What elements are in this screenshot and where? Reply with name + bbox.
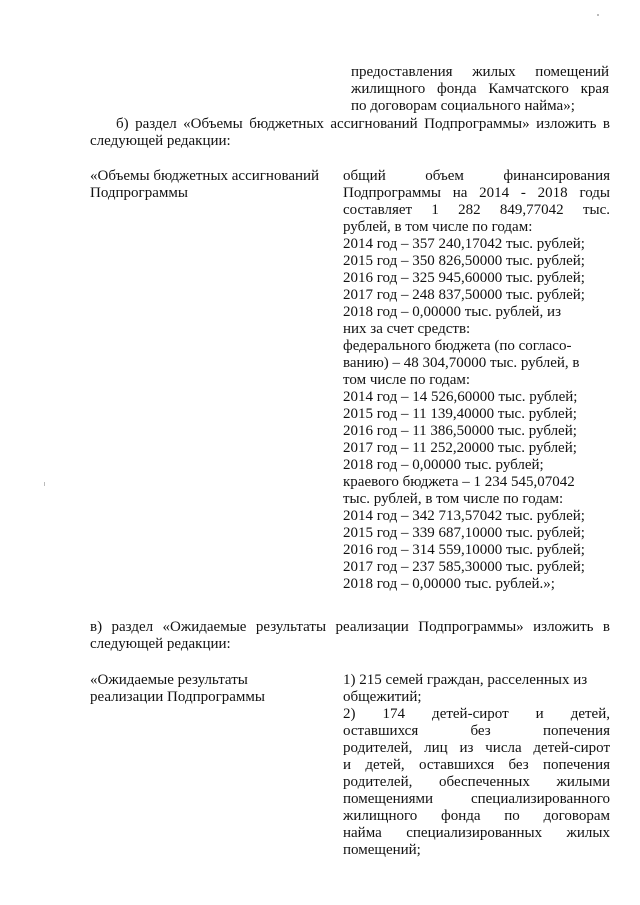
continuation-line: жилищного фонда Камчатского края bbox=[351, 81, 609, 97]
budget-line: 2018 год – 0,00000 тыс. рублей, из bbox=[343, 304, 562, 320]
result-line: помещений; bbox=[343, 842, 421, 858]
budget-line: 2015 год – 339 687,10000 тыс. рублей; bbox=[343, 525, 585, 541]
result-line: помещениями специализированного bbox=[343, 791, 610, 807]
budget-line: ванию) – 48 304,70000 тыс. рублей, в bbox=[343, 355, 580, 371]
section-v-label-line: реализации Подпрограммы bbox=[90, 689, 265, 705]
section-b-intro-line: б) раздел «Объемы бюджетных ассигнований Подпрограммы» изложить в bbox=[116, 116, 610, 132]
result-line: родителей, обеспеченных жилыми bbox=[343, 774, 610, 790]
result-line: родителей, лиц из числа детей-сирот bbox=[343, 740, 610, 756]
budget-line: Подпрограммы на 2014 - 2018 годы bbox=[343, 185, 610, 201]
budget-line: тыс. рублей, в том числе по годам: bbox=[343, 491, 564, 507]
continuation-block bbox=[351, 64, 609, 115]
section-b-intro-line: следующей редакции: bbox=[90, 133, 231, 149]
budget-line: 2014 год – 14 526,60000 тыс. рублей; bbox=[343, 389, 578, 405]
budget-line: 2016 год – 325 945,60000 тыс. рублей; bbox=[343, 270, 585, 286]
section-v-intro-line: в) раздел «Ожидаемые результаты реализации Подпрограммы» изложить в bbox=[90, 619, 610, 635]
budget-line: 2017 год – 11 252,20000 тыс. рублей; bbox=[343, 440, 577, 456]
budget-line: них за счет средств: bbox=[343, 321, 471, 337]
result-line: оставшихся без попечения bbox=[343, 723, 610, 739]
budget-line: составляет 1 282 849,77042 тыс. bbox=[343, 202, 610, 218]
result-line: жилищного фонда по договорам bbox=[343, 808, 610, 824]
section-v-intro-line: следующей редакции: bbox=[90, 636, 231, 652]
result-line: 1) 215 семей граждан, расселенных из bbox=[343, 672, 588, 688]
budget-line: 2014 год – 357 240,17042 тыс. рублей; bbox=[343, 236, 585, 252]
budget-line: 2016 год – 11 386,50000 тыс. рублей; bbox=[343, 423, 577, 439]
budget-line: 2017 год – 248 837,50000 тыс. рублей; bbox=[343, 287, 585, 303]
result-line: и детей, оставшихся без попечения bbox=[343, 757, 610, 773]
result-line: общежитий; bbox=[343, 689, 422, 705]
budget-line: 2018 год – 0,00000 тыс. рублей; bbox=[343, 457, 544, 473]
budget-line: 2014 год – 342 713,57042 тыс. рублей; bbox=[343, 508, 585, 524]
section-b-label-line: Подпрограммы bbox=[90, 185, 188, 201]
scan-mark bbox=[44, 482, 45, 486]
budget-line: общий объем финансирования bbox=[343, 168, 610, 184]
budget-line: 2016 год – 314 559,10000 тыс. рублей; bbox=[343, 542, 585, 558]
budget-line: 2017 год – 237 585,30000 тыс. рублей; bbox=[343, 559, 585, 575]
section-b-label bbox=[90, 168, 335, 202]
budget-line: 2015 год – 350 826,50000 тыс. рублей; bbox=[343, 253, 585, 269]
section-b-intro bbox=[90, 116, 610, 150]
budget-line: рублей, в том числе по годам: bbox=[343, 219, 533, 235]
budget-line: краевого бюджета – 1 234 545,07042 bbox=[343, 474, 575, 490]
budget-line: федерального бюджета (по согласо- bbox=[343, 338, 572, 354]
continuation-line: предоставления жилых помещений bbox=[351, 64, 609, 80]
continuation-line: по договорам социального найма»; bbox=[351, 98, 575, 114]
section-v-content bbox=[343, 672, 610, 859]
section-b-content bbox=[343, 168, 610, 593]
section-v-label bbox=[90, 672, 335, 706]
budget-line: 2018 год – 0,00000 тыс. рублей.»; bbox=[343, 576, 555, 592]
result-line: 2) 174 детей-сирот и детей, bbox=[343, 706, 610, 722]
scan-mark bbox=[597, 14, 599, 16]
budget-line: 2015 год – 11 139,40000 тыс. рублей; bbox=[343, 406, 577, 422]
section-v-label-line: «Ожидаемые результаты bbox=[90, 672, 248, 688]
budget-line: том числе по годам: bbox=[343, 372, 471, 388]
section-b-label-line: «Объемы бюджетных ассигнований bbox=[90, 168, 320, 184]
section-v-intro bbox=[90, 619, 610, 653]
result-line: найма специализированных жилых bbox=[343, 825, 610, 841]
